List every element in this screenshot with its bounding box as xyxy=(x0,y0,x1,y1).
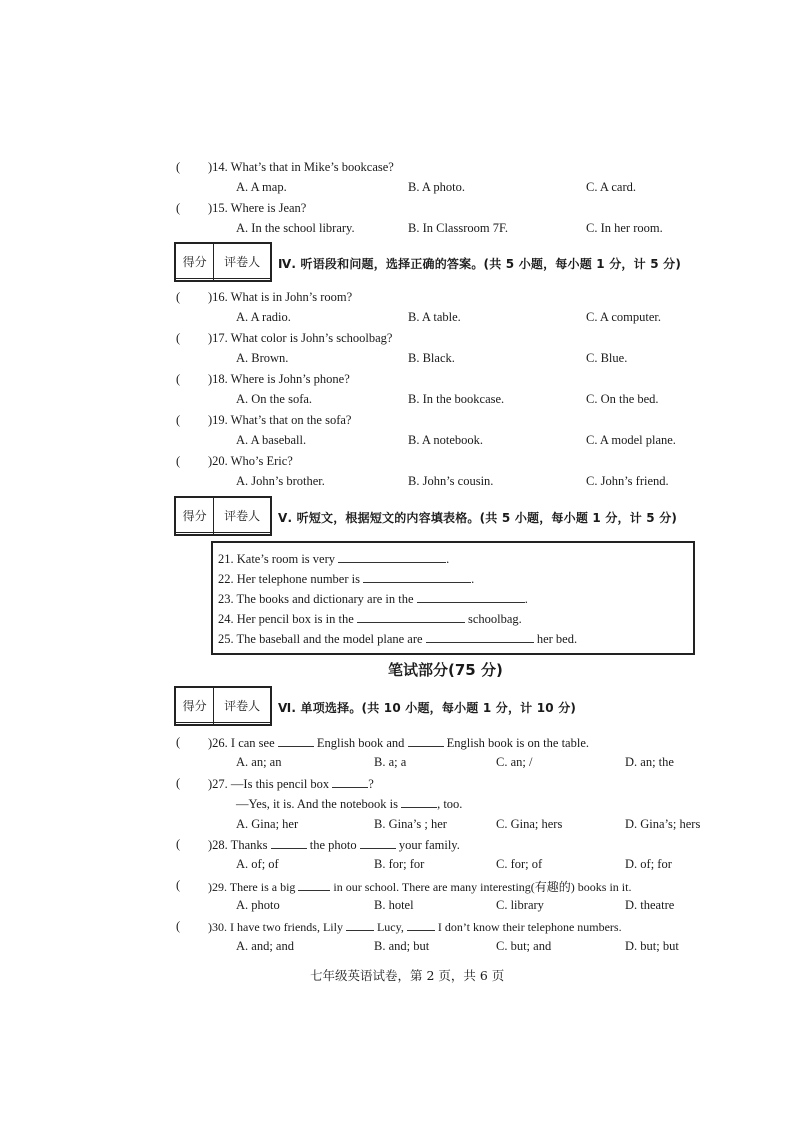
stem-part: ? xyxy=(368,777,374,791)
option-a: A. John’s brother. xyxy=(236,474,325,488)
option-a: A. Gina; her xyxy=(236,817,299,831)
answer-blank[interactable] xyxy=(408,735,444,747)
fill-text-after: her bed. xyxy=(536,632,578,646)
option-c: C. Gina; hers xyxy=(496,817,563,831)
question-stem: )15. Where is Jean? xyxy=(208,201,307,215)
answer-paren: ( xyxy=(176,201,181,215)
option-a: A. In the school library. xyxy=(236,221,355,235)
answer-blank[interactable] xyxy=(363,571,471,583)
option-b: B. A table. xyxy=(408,310,461,324)
stem-part: )27. —Is this pencil box xyxy=(208,777,330,791)
fill-item-24 xyxy=(218,611,522,627)
answer-paren: ( xyxy=(176,878,181,892)
option-c: C. but; and xyxy=(496,939,552,953)
option-a: A. an; an xyxy=(236,755,282,769)
option-c: C. A computer. xyxy=(586,310,661,324)
written-section-title: 笔试部分(75 分) xyxy=(388,661,503,679)
answer-blank[interactable] xyxy=(407,919,435,931)
option-d: D. Gina’s; hers xyxy=(625,817,701,831)
grader-label: 评卷人 xyxy=(214,498,271,533)
stem-part: )30. I have two friends, Lily xyxy=(208,920,343,934)
grader-label: 评卷人 xyxy=(214,688,271,723)
option-a: A. and; and xyxy=(236,939,294,953)
option-d: D. of; for xyxy=(625,857,672,871)
option-b: B. Gina’s ; her xyxy=(374,817,447,831)
answer-paren: ( xyxy=(176,290,181,304)
question-stem: )19. What’s that on the sofa? xyxy=(208,413,352,427)
fill-item-25 xyxy=(218,631,577,647)
score-box-5 xyxy=(174,496,272,536)
option-c: C. for; of xyxy=(496,857,543,871)
question-stem xyxy=(208,776,374,792)
option-b: B. In Classroom 7F. xyxy=(408,221,509,235)
option-c: C. library xyxy=(496,898,544,912)
stem-part: I don’t know their telephone numbers. xyxy=(437,920,622,934)
fill-text-after: . xyxy=(446,552,450,566)
option-c: C. an; / xyxy=(496,755,533,769)
answer-paren: ( xyxy=(176,331,181,345)
stem-part: your family. xyxy=(398,838,460,852)
option-b: B. for; for xyxy=(374,857,425,871)
stem-part: )26. I can see xyxy=(208,736,275,750)
question-stem-line-2 xyxy=(236,796,462,812)
option-a: A. A map. xyxy=(236,180,287,194)
question-stem: )17. What color is John’s schoolbag? xyxy=(208,331,393,345)
grader-label: 评卷人 xyxy=(214,244,271,279)
stem-part: in our school. There are many interesting(有趣的) books in it. xyxy=(333,880,632,894)
stem-part: English book and xyxy=(316,736,405,750)
score-cell xyxy=(176,533,214,535)
page-footer: 七年级英语试卷，第 2 页，共 6 页 xyxy=(310,968,505,983)
stem-part: —Yes, it is. And the notebook is xyxy=(236,797,398,811)
answer-blank[interactable] xyxy=(271,837,307,849)
option-c: C. Blue. xyxy=(586,351,628,365)
question-stem xyxy=(208,735,589,751)
option-a: A. A baseball. xyxy=(236,433,307,447)
option-a: A. of; of xyxy=(236,857,279,871)
grader-cell xyxy=(214,279,271,281)
grader-cell xyxy=(214,723,271,725)
score-label: 得分 xyxy=(176,688,214,723)
option-c: C. John’s friend. xyxy=(586,474,669,488)
option-b: B. and; but xyxy=(374,939,430,953)
score-label: 得分 xyxy=(176,498,214,533)
fill-text-after: schoolbag. xyxy=(468,612,522,626)
answer-paren: ( xyxy=(176,776,181,790)
answer-paren: ( xyxy=(176,837,181,851)
option-b: B. A notebook. xyxy=(408,433,484,447)
option-d: D. but; but xyxy=(625,939,679,953)
fill-text: 21. Kate’s room is very xyxy=(218,552,335,566)
stem-part: , too. xyxy=(437,797,463,811)
score-cell xyxy=(176,723,214,725)
answer-paren: ( xyxy=(176,413,181,427)
option-c: C. In her room. xyxy=(586,221,663,235)
score-box-6 xyxy=(174,686,272,726)
fill-text: 22. Her telephone number is xyxy=(218,572,360,586)
answer-paren: ( xyxy=(176,454,181,468)
answer-paren: ( xyxy=(176,160,181,174)
option-a: A. On the sofa. xyxy=(236,392,313,406)
option-a: A. Brown. xyxy=(236,351,289,365)
answer-blank[interactable] xyxy=(357,611,465,623)
section-5-title: Ⅴ. 听短文，根据短文的内容填表格。(共 5 小题，每小题 1 分，计 5 分) xyxy=(278,511,678,525)
answer-blank[interactable] xyxy=(417,591,525,603)
fill-item-21 xyxy=(218,551,449,567)
option-b: B. a; a xyxy=(374,755,407,769)
option-b: B. John’s cousin. xyxy=(408,474,494,488)
stem-part: English book is on the table. xyxy=(446,736,589,750)
option-c: C. On the bed. xyxy=(586,392,659,406)
question-stem: )18. Where is John’s phone? xyxy=(208,372,350,386)
score-box-4 xyxy=(174,242,272,282)
answer-paren: ( xyxy=(176,919,181,933)
question-stem xyxy=(208,878,631,895)
option-b: B. Black. xyxy=(408,351,455,365)
question-stem: )20. Who’s Eric? xyxy=(208,454,293,468)
score-cell xyxy=(176,279,214,281)
option-c: C. A card. xyxy=(586,180,636,194)
answer-blank[interactable] xyxy=(298,879,330,891)
answer-blank[interactable] xyxy=(426,631,534,643)
fill-item-23 xyxy=(218,591,528,607)
stem-part: )29. There is a big xyxy=(208,880,296,894)
option-d: D. theatre xyxy=(625,898,675,912)
option-a: A. photo xyxy=(236,898,280,912)
fill-text-after: . xyxy=(524,592,528,606)
stem-part: )28. Thanks xyxy=(208,838,268,852)
option-b: B. In the bookcase. xyxy=(408,392,505,406)
option-c: C. A model plane. xyxy=(586,433,676,447)
grader-cell xyxy=(214,533,271,535)
answer-blank[interactable] xyxy=(338,551,446,563)
fill-text: 24. Her pencil box is in the xyxy=(218,612,354,626)
question-stem: )16. What is in John’s room? xyxy=(208,290,353,304)
answer-blank[interactable] xyxy=(346,919,374,931)
question-stem: )14. What’s that in Mike’s bookcase? xyxy=(208,160,394,174)
answer-paren: ( xyxy=(176,372,181,386)
fill-item-22 xyxy=(218,571,474,587)
stem-part: Lucy, xyxy=(376,920,404,934)
option-b: B. hotel xyxy=(374,898,414,912)
option-d: D. an; the xyxy=(625,755,674,769)
question-stem xyxy=(208,837,460,853)
fill-text: 25. The baseball and the model plane are xyxy=(218,632,423,646)
stem-part: the photo xyxy=(309,838,357,852)
option-a: A. A radio. xyxy=(236,310,291,324)
answer-blank[interactable] xyxy=(278,735,314,747)
answer-blank[interactable] xyxy=(401,796,437,808)
fill-text-after: . xyxy=(471,572,475,586)
score-label: 得分 xyxy=(176,244,214,279)
question-stem xyxy=(208,919,622,935)
section-6-title: Ⅵ. 单项选择。(共 10 小题，每小题 1 分，计 10 分) xyxy=(278,701,577,715)
option-b: B. A photo. xyxy=(408,180,465,194)
answer-blank[interactable] xyxy=(360,837,396,849)
section-4-title: Ⅳ. 听语段和问题，选择正确的答案。(共 5 小题，每小题 1 分，计 5 分) xyxy=(278,257,682,271)
answer-blank[interactable] xyxy=(332,776,368,788)
answer-paren: ( xyxy=(176,735,181,749)
fill-text: 23. The books and dictionary are in the xyxy=(218,592,414,606)
